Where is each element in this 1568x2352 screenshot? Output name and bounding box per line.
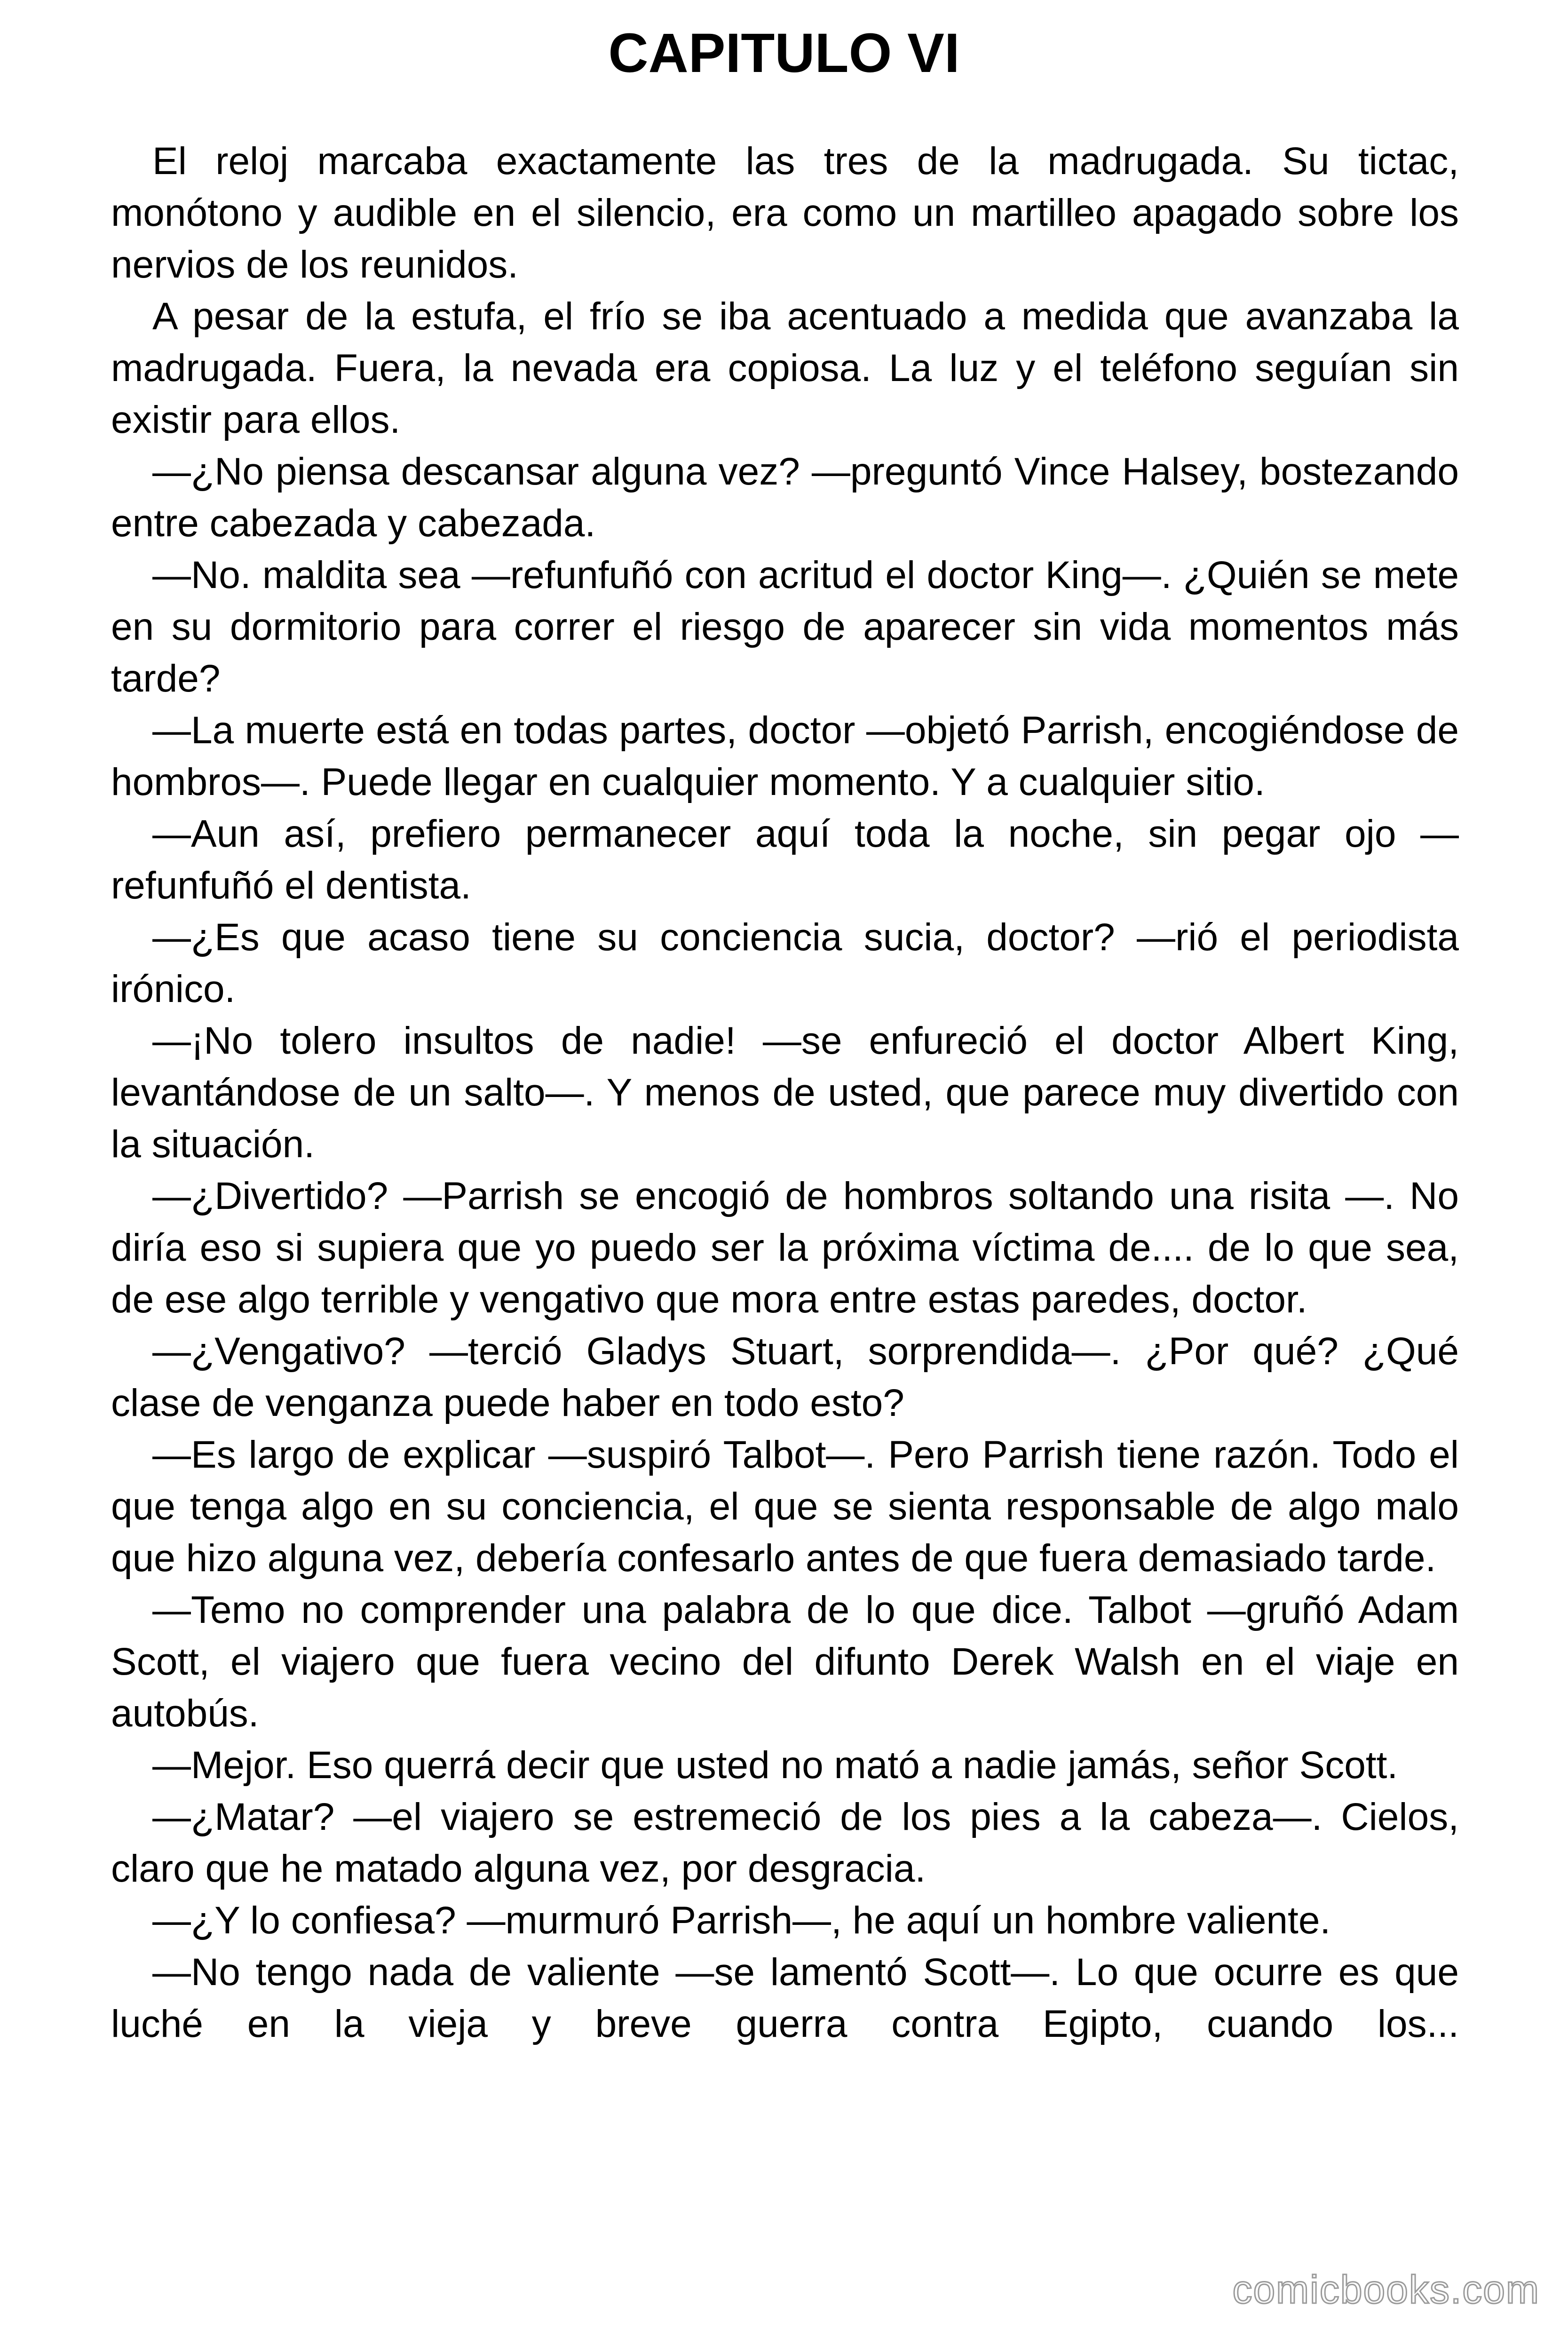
paragraph: —Temo no comprender una palabra de lo que dice. Talbot —gruñó Adam Scott, el viajero que fuera vecino del difunto Derek Walsh en el viaje en autobús. (111, 1589, 1459, 1735)
paragraph: El reloj marcaba exactamente las tres de la madrugada. Su tictac, monótono y audible en el silencio, era como un martilleo apagado sobre los nervios de los reunidos. (111, 140, 1459, 286)
paragraph: —¿Matar? —el viajero se estremeció de los pies a la cabeza—. Cielos, claro que he matado alguna vez, por desgracia. (111, 1796, 1459, 1890)
paragraph: —Aun así, prefiero permanecer aquí toda la noche, sin pegar ojo —refunfuñó el dentista. (111, 812, 1459, 907)
chapter-title: CAPITULO VI (608, 22, 960, 84)
paragraph: —Mejor. Eso querrá decir que usted no mató a nadie jamás, señor Scott. (152, 1744, 1398, 1787)
paragraph: —¡No tolero insultos de nadie! —se enfureció el doctor Albert King, levantándose de un salto—. Y menos de usted, que parece muy divertido con la situación. (111, 1019, 1459, 1166)
paragraph: A pesar de la estufa, el frío se iba acentuado a medida que avanzaba la madrugada. Fuera, la nevada era copiosa. La luz y el teléfono seguían sin existir para ellos. (111, 295, 1459, 441)
paragraph: —No tengo nada de valiente —se lamentó Scott—. Lo que ocurre es que luché en la vieja y breve guerra contra Egipto, cuando los... (111, 1951, 1459, 2045)
watermark: comicbooks.com (1232, 2267, 1540, 2312)
paragraph: —Es largo de explicar —suspiró Talbot—. Pero Parrish tiene razón. Todo el que tenga algo en su conciencia, el que se sienta responsable de algo malo que hizo alguna vez, debería confesarlo antes de que fuera demasiado tarde. (111, 1433, 1459, 1580)
paragraph: —La muerte está en todas partes, doctor —objetó Parrish, encogiéndose de hombros—. Puede llegar en cualquier momento. Y a cualquier sitio. (111, 709, 1459, 803)
paragraph: —¿No piensa descansar alguna vez? —preguntó Vince Halsey, bostezando entre cabezada y cabezada. (111, 450, 1459, 545)
paragraph: —No. maldita sea —refunfuñó con acritud el doctor King—. ¿Quién se mete en su dormitorio para correr el riesgo de aparecer sin vida momentos más tarde? (111, 554, 1459, 700)
chapter-body (111, 135, 1459, 2050)
paragraph: —¿Es que acaso tiene su conciencia sucia, doctor? —rió el periodista irónico. (111, 916, 1459, 1010)
paragraph: —¿Y lo confiesa? —murmuró Parrish—, he aquí un hombre valiente. (152, 1899, 1331, 1942)
paragraph: —¿Divertido? —Parrish se encogió de hombros soltando una risita —. No diría eso si supiera que yo puedo ser la próxima víctima de.... de lo que sea, de ese algo terrible y vengativo que mora entre estas paredes, doctor. (111, 1175, 1459, 1321)
paragraph: —¿Vengativo? —terció Gladys Stuart, sorprendida—. ¿Por qué? ¿Qué clase de venganza puede haber en todo esto? (111, 1330, 1459, 1424)
